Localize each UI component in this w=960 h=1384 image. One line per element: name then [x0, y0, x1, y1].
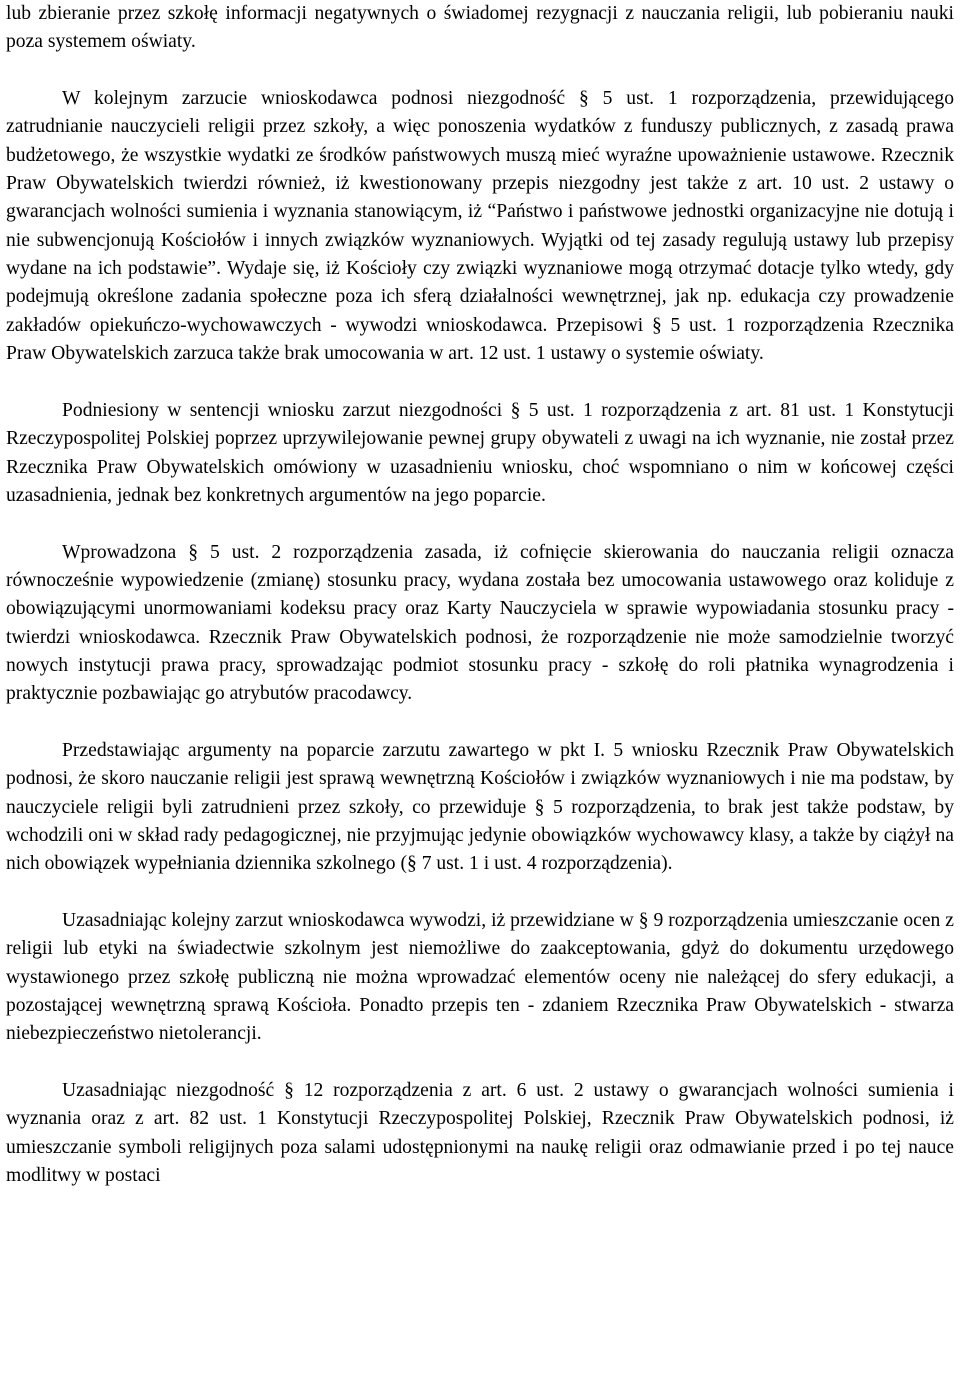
paragraph-gap — [6, 368, 954, 396]
paragraph-4: Wprowadzona § 5 ust. 2 rozporządzenia zasada, iż cofnięcie skierowania do nauczania religii oznacza równocześnie wypowiedzenie (zmianę) stosunku pracy, wydana została bez umocowania ustawowego oraz koliduje z obowiązującymi unormowaniami kodeksu pracy oraz Karty Nauczyciela w sprawie wypowiadania stosunku pracy - twierdzi wnioskodawca. Rzecznik Praw Obywatelskich podnosi, że rozporządzenie nie może samodzielnie tworzyć nowych instytucji prawa pracy, sprowadzając podmiot stosunku pracy - szkołę do roli płatnika wynagrodzenia i praktycznie pozbawiając go atrybutów pracodawcy. — [6, 541, 954, 705]
paragraph-6: Uzasadniając kolejny zarzut wnioskodawca wywodzi, iż przewidziane w § 9 rozporządzenia umieszczanie ocen z religii lub etyki na świadectwie szkolnym jest niemożliwe do zaakceptowania, gdyż do dokumentu urzędowego wystawionego przez szkołę publiczną nie można wprowadzać elementów oceny nie należącej do sfery edukacji, a pozostającej wewnętrzną sprawą Kościoła. Ponadto przepis ten - zdaniem Rzecznika Praw Obywatelskich - stwarza niebezpieczeństwo nietolerancji. — [6, 910, 954, 1045]
paragraph-gap — [6, 709, 954, 737]
paragraph-gap — [6, 510, 954, 538]
paragraph-gap — [6, 879, 954, 907]
paragraph-2: W kolejnym zarzucie wnioskodawca podnosi niezgodność § 5 ust. 1 rozporządzenia, przewidującego zatrudnianie nauczycieli religii przez szkoły, a więc ponoszenia wydatków z funduszy publicznych, z zasadą prawa budżetowego, że wszystkie wydatki ze środków państwowych muszą mieć wyraźne upoważnienie ustawowe. Rzecznik Praw Obywatelskich twierdzi również, iż kwestionowany przepis niezgodny jest także z art. 10 ust. 2 ustawy o gwarancjach wolności sumienia i wyznania stanowiącym, iż “Państwo i państwowe jednostki organizacyjne nie dotują i nie subwencjonują Kościołów i innych związków wyznaniowych. Wyjątki od tej zasady regulują ustawy lub przepisy wydane na ich podstawie”. Wydaje się, iż Kościoły czy związki wyznaniowe mogą otrzymać dotacje tylko wtedy, gdy podejmują określone zadania społeczne poza ich sferą działalności wewnętrznej, jak np. edukacja czy prowadzenie zakładów opiekuńczo-wychowawczych - wywodzi wnioskodawca. Przepisowi § 5 ust. 1 rozporządzenia Rzecznika Praw Obywatelskich zarzuca także brak umocowania w art. 12 ust. 1 ustawy o systemie oświaty. — [6, 88, 954, 365]
paragraph-1: lub zbieranie przez szkołę informacji negatywnych o świadomej rezygnacji z nauczania religii, lub pobieraniu nauki poza systemem oświaty. — [6, 3, 954, 53]
paragraph-5: Przedstawiając argumenty na poparcie zarzutu zawartego w pkt I. 5 wniosku Rzecznik Praw Obywatelskich podnosi, że skoro nauczanie religii jest sprawą wewnętrzną Kościołów i związków wyznaniowych i nie ma podstaw, by nauczyciele religii byli zatrudnieni przez szkoły, co przewiduje § 5 rozporządzenia, to brak jest także podstaw, by wchodzili oni w skład rady pedagogicznej, nie przyjmując jedynie obowiązków wychowawcy klasy, a także by ciążył na nich obowiązek wypełniania dziennika szkolnego (§ 7 ust. 1 i ust. 4 rozporządzenia). — [6, 739, 954, 875]
document-page — [6, 0, 954, 1190]
paragraph-gap — [6, 1049, 954, 1077]
paragraph-7: Uzasadniając niezgodność § 12 rozporządzenia z art. 6 ust. 2 ustawy o gwarancjach wolności sumienia i wyznania oraz z art. 82 ust. 1 Konstytucji Rzeczypospolitej Polskiej, Rzecznik Praw Obywatelskich podnosi, iż umieszczanie symboli religijnych poza salami udostępnionymi na naukę religii oraz odmawianie przed i po tej nauce modlitwy w postaci — [6, 1080, 954, 1187]
paragraph-3: Podniesiony w sentencji wniosku zarzut niezgodności § 5 ust. 1 rozporządzenia z art. 81 ust. 1 Konstytucji Rzeczypospolitej Polskiej poprzez uprzywilejowanie pewnej grupy obywateli z uwagi na ich wyznanie, nie został przez Rzecznika Praw Obywatelskich omówiony w uzasadnieniu wniosku, choć wspomniano o nim w końcowej części uzasadnienia, jednak bez konkretnych argumentów na jego poparcie. — [6, 399, 954, 506]
paragraph-gap — [6, 57, 954, 85]
